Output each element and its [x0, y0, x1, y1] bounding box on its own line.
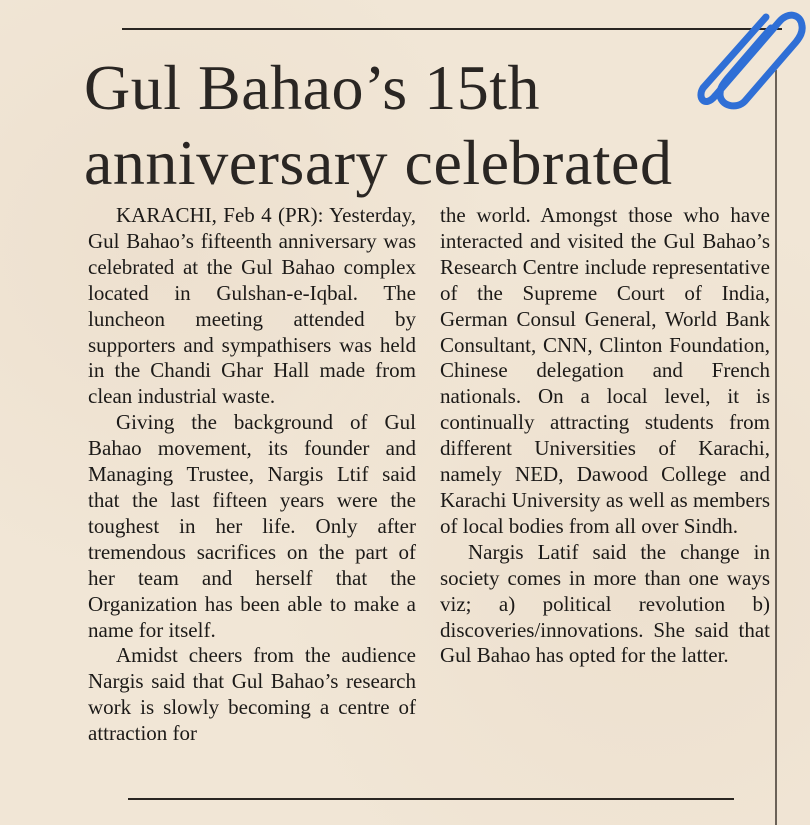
headline — [84, 50, 764, 200]
paragraph: Giving the background of Gul Bahao movement, its founder and Managing Trustee, Nargis Ltif said that the last fifteen years were the toughest in her life. Only after tremendous sacrifices on the part of her team and herself that the Organization has been able to make a name for itself. — [88, 410, 416, 642]
bottom-rule — [128, 798, 734, 800]
paragraph: Nargis Latif said the change in society comes in more than one ways viz; a) political revolution b) discoveries/innovations. She said that Gul Bahao has opted for the latter. — [440, 539, 770, 668]
article-column-right — [440, 203, 770, 669]
paragraph: KARACHI, Feb 4 (PR): Yesterday, Gul Bahao’s fifteenth anniversary was celebrated at the Gul Bahao complex located in Gulshan-e-Iqbal. The luncheon meeting attended by supporters and sympathisers was held in the Chandi Ghar Hall made from clean industrial waste. — [88, 203, 416, 409]
paragraph: the world. Amongst those who have interacted and visited the Gul Bahao’s Research Centre include representative of the Supreme Court of India, German Consul General, World Bank Consultant, CNN, Clinton Foundation, Chinese delegation and French nationals. On a local level, it is continually attracting students from different Universities of Karachi, namely NED, Dawood College and Karachi University as well as members of local bodies from all over Sindh. — [440, 203, 770, 538]
headline-line-2: anniversary celebrated — [84, 127, 673, 198]
top-rule — [122, 28, 782, 30]
paragraph: Amidst cheers from the audience Nargis said that Gul Bahao’s research work is slowly becoming a centre of attraction for — [88, 643, 416, 746]
headline-line-1: Gul Bahao’s 15th — [84, 52, 540, 123]
article-column-left — [88, 203, 416, 747]
paperclip-icon — [693, 0, 810, 110]
clipping-edge — [775, 70, 777, 825]
